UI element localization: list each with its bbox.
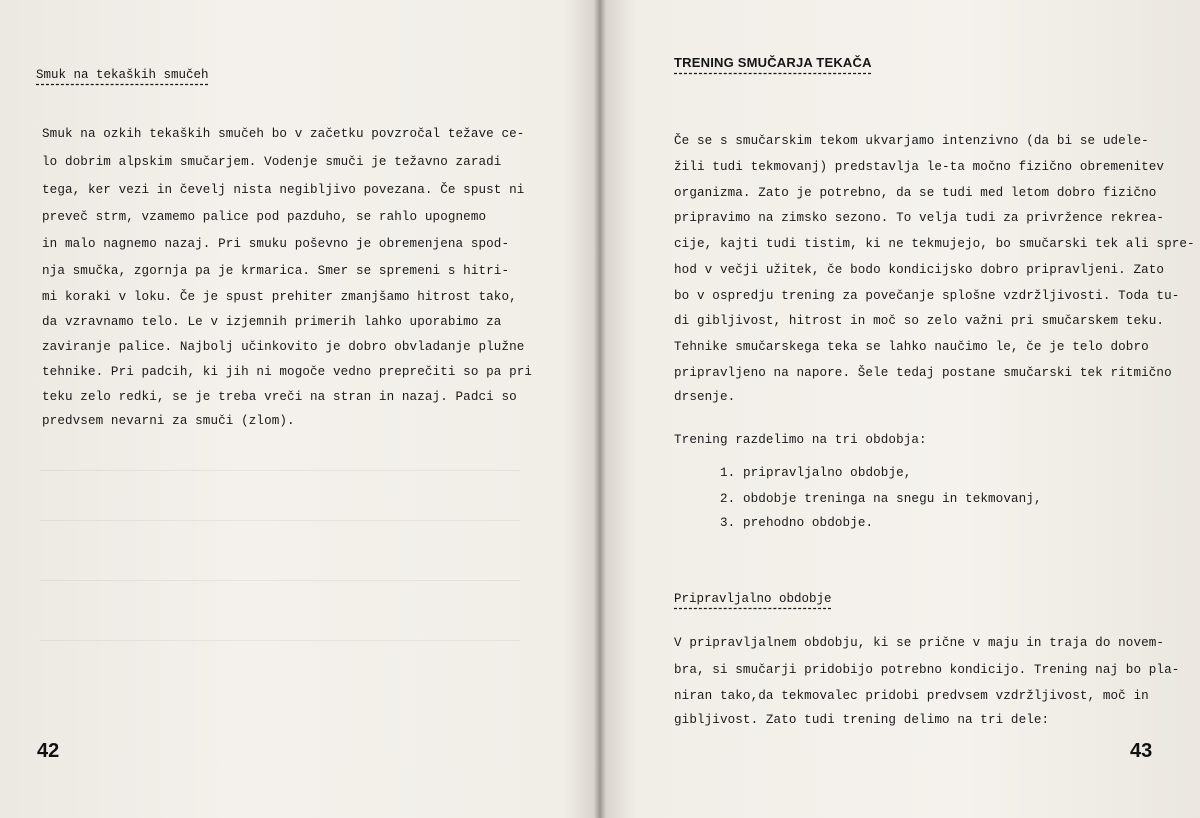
text-line: tehnike. Pri padcih, ki jih ni mogoče vedno preprečiti so pa pri bbox=[42, 365, 533, 379]
bleed-through bbox=[40, 640, 520, 641]
text-line: žili tudi tekmovanj) predstavlja le-ta močno fizično obremenitev bbox=[674, 160, 1165, 174]
left-page bbox=[0, 0, 598, 818]
left-page-number: 42 bbox=[37, 740, 60, 762]
text-line: zaviranje palice. Najbolj učinkovito je dobro obvladanje plužne bbox=[42, 340, 525, 354]
text-line: V pripravljalnem obdobju, ki se prične v maju in traja do novem- bbox=[674, 636, 1165, 650]
list-item: 2. obdobje treninga na snegu in tekmovanj, bbox=[720, 492, 1042, 506]
text-line: nja smučka, zgornja pa je krmarica. Smer se spremeni s hitri- bbox=[42, 264, 510, 278]
text-line: bra, si smučarji pridobijo potrebno kondicijo. Trening naj bo pla- bbox=[674, 663, 1180, 677]
text-line: da vzravnamo telo. Le v izjemnih primerih lahko uporabimo za bbox=[42, 315, 502, 329]
text-line: predvsem nevarni za smuči (zlom). bbox=[42, 414, 295, 428]
text-line: lo dobrim alpskim smučarjem. Vodenje smuči je težavno zaradi bbox=[42, 155, 502, 169]
text-line: cije, kajti tudi tistim, ki ne tekmujejo, bo smučarski tek ali spre- bbox=[674, 237, 1195, 251]
text-line: di gibljivost, hitrost in moč so zelo važni pri smučarskem teku. bbox=[674, 314, 1165, 328]
text-line: pripravimo na zimsko sezono. To velja tudi za privržence rekrea- bbox=[674, 211, 1165, 225]
bleed-through bbox=[40, 580, 520, 581]
text-line: Smuk na ozkih tekaških smučeh bo v začetku povzročal težave ce- bbox=[42, 127, 525, 141]
text-line: Če se s smučarskim tekom ukvarjamo intenzivno (da bi se udele- bbox=[674, 134, 1149, 148]
text-line: in malo nagnemo nazaj. Pri smuku poševno je obremenjena spod- bbox=[42, 237, 510, 251]
text-line: preveč strm, vzamemo palice pod pazduho, se rahlo upognemo bbox=[42, 210, 487, 224]
text-line: tega, ker vezi in čevelj nista negibljivo povezana. Če spust ni bbox=[42, 183, 525, 197]
text-line: bo v ospredju trening za povečanje splošne vzdržljivosti. Toda tu- bbox=[674, 289, 1180, 303]
text-line: pripravljeno na napore. Šele tedaj postane smučarski tek ritmično bbox=[674, 366, 1172, 380]
text-line: teku zelo redki, se je treba vreči na stran in nazaj. Padci so bbox=[42, 390, 517, 404]
right-page-number: 43 bbox=[1130, 740, 1153, 762]
text-line: drsenje. bbox=[674, 390, 736, 404]
list-item: 3. prehodno obdobje. bbox=[720, 516, 874, 530]
right-page bbox=[602, 0, 1200, 818]
text-line: mi koraki v loku. Če je spust prehiter zmanjšamo hitrost tako, bbox=[42, 290, 517, 304]
text-line: hod v večji užitek, če bodo kondicijsko dobro pripravljeni. Zato bbox=[674, 263, 1165, 277]
text-line: organizma. Zato je potrebno, da se tudi med letom dobro fizično bbox=[674, 186, 1157, 200]
right-section-heading: TRENING SMUČARJA TEKAČA bbox=[674, 55, 872, 70]
text-line: gibljivost. Zato tudi trening delimo na tri dele: bbox=[674, 713, 1050, 727]
bleed-through bbox=[40, 520, 520, 521]
text-line: niran tako,da tekmovalec pridobi predvsem vzdržljivost, moč in bbox=[674, 689, 1149, 703]
text-line: Tehnike smučarskega teka se lahko naučimo le, če je telo dobro bbox=[674, 340, 1149, 354]
list-item: 1. pripravljalno obdobje, bbox=[720, 466, 912, 480]
bleed-through bbox=[40, 470, 520, 471]
left-section-heading: Smuk na tekaških smučeh bbox=[36, 68, 209, 82]
right-subheading: Pripravljalno obdobje bbox=[674, 592, 832, 606]
list-intro: Trening razdelimo na tri obdobja: bbox=[674, 433, 927, 447]
